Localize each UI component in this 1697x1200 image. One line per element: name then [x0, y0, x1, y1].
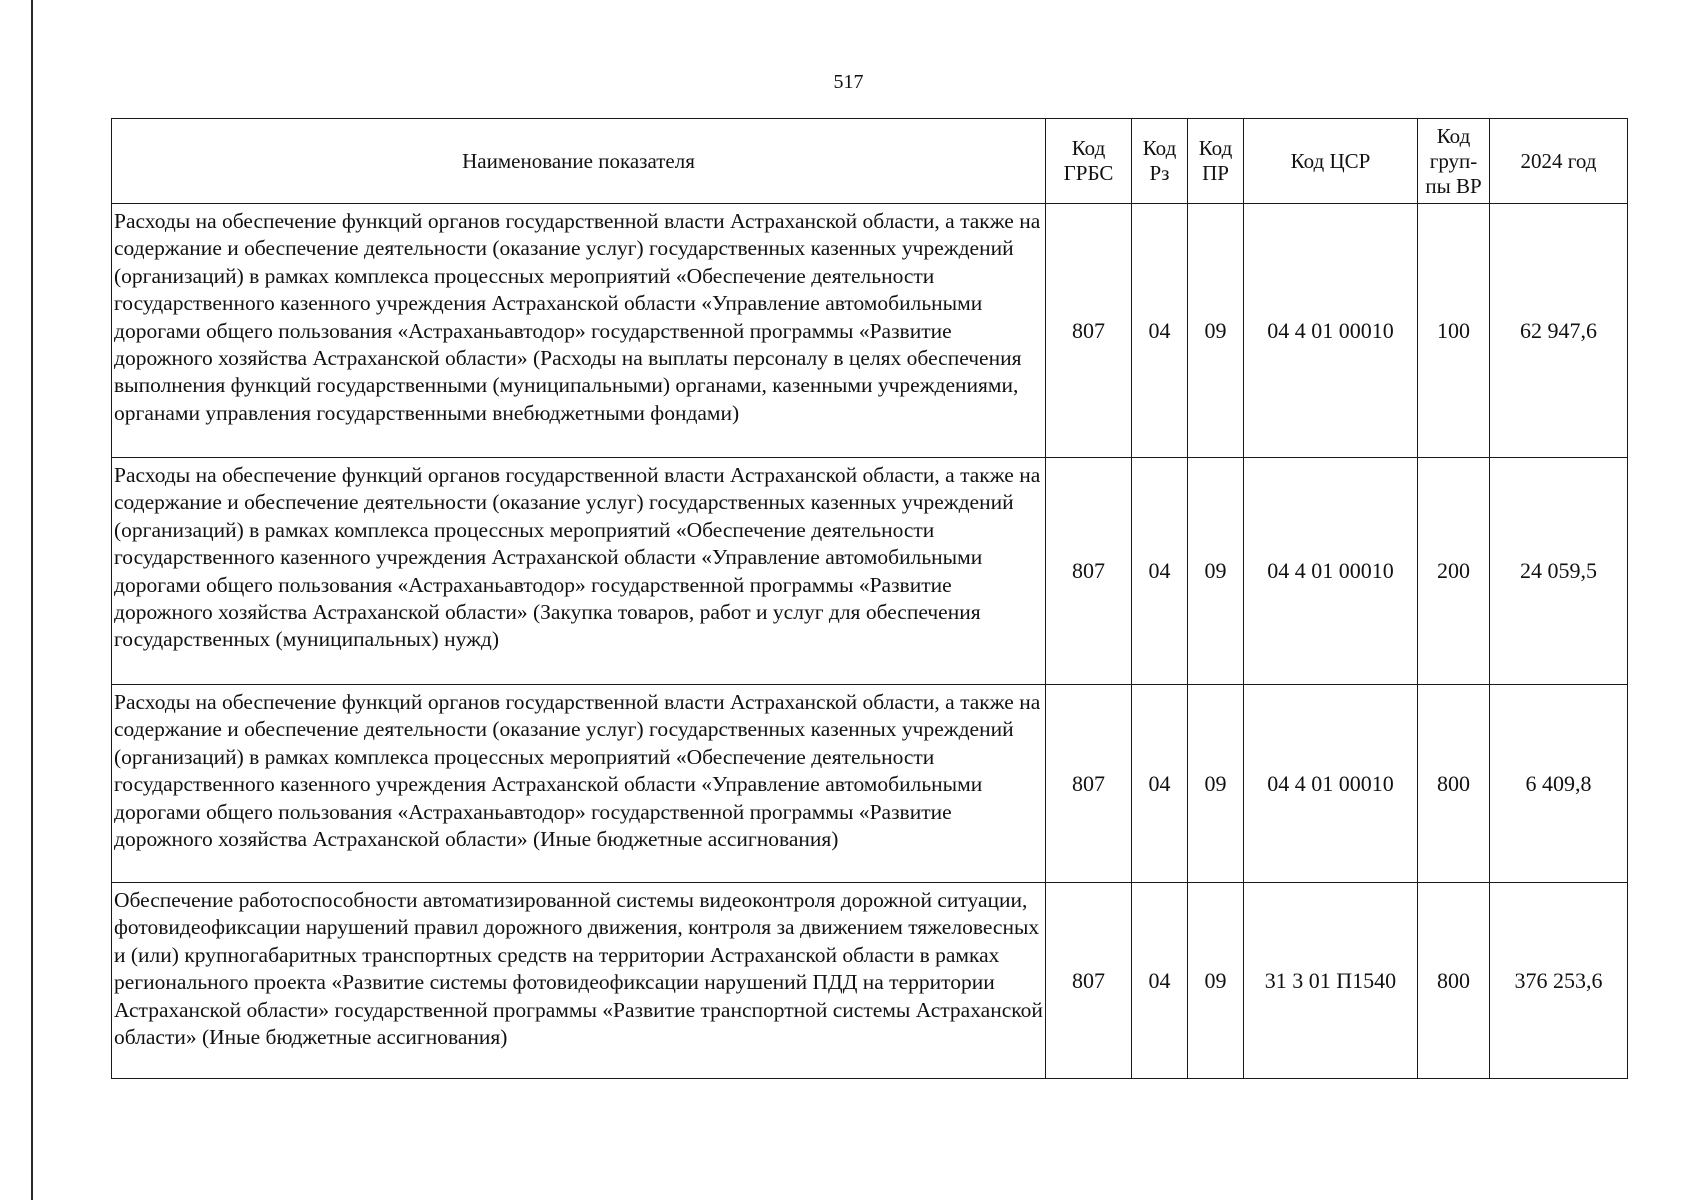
cell-amount: 62 947,6	[1490, 204, 1628, 458]
table-row	[112, 204, 1628, 458]
cell-vr: 800	[1418, 883, 1490, 1079]
cell-rz: 04	[1132, 204, 1188, 458]
cell-amount: 24 059,5	[1490, 458, 1628, 685]
header-name: Наименование показателя	[112, 119, 1046, 204]
table-row	[112, 685, 1628, 883]
table-row	[112, 458, 1628, 685]
cell-vr: 800	[1418, 685, 1490, 883]
header-vr: Код груп- пы ВР	[1418, 119, 1490, 204]
cell-rz: 04	[1132, 458, 1188, 685]
cell-vr: 200	[1418, 458, 1490, 685]
cell-grbs: 807	[1046, 883, 1132, 1079]
cell-rz: 04	[1132, 883, 1188, 1079]
cell-name: Обеспечение работоспособности автоматизированной системы видеоконтроля дорожной ситуации, фотовидеофиксации нарушений правил дорожного движения, контроля за движением тяжеловесных и (или) крупногабаритных транспортных средств на территории Астраханской области в рамках регионального проекта «Развитие системы фотовидеофиксации нарушений ПДД на территории Астраханской области» государственной программы «Развитие транспортной системы Астраханской области» (Иные бюджетные ассигнования)	[112, 883, 1046, 1079]
cell-vr: 100	[1418, 204, 1490, 458]
cell-amount: 376 253,6	[1490, 883, 1628, 1079]
cell-pr: 09	[1188, 883, 1244, 1079]
page-number: 517	[833, 71, 864, 93]
budget-table	[111, 118, 1628, 1079]
cell-csr: 31 3 01 П1540	[1244, 883, 1418, 1079]
header-csr: Код ЦСР	[1244, 119, 1418, 204]
header-rz: Код Рз	[1132, 119, 1188, 204]
cell-grbs: 807	[1046, 685, 1132, 883]
cell-name: Расходы на обеспечение функций органов государственной власти Астраханской области, а также на содержание и обеспечение деятельности (оказание услуг) государственных казенных учреждений (организаций) в рамках комплекса процессных мероприятий «Обеспечение деятельности государственного казенного учреждения Астраханской области «Управление автомобильными дорогами общего пользования «Астраханьавтодор» государственной программы «Развитие дорожного хозяйства Астраханской области» (Иные бюджетные ассигнования)	[112, 685, 1046, 883]
cell-amount: 6 409,8	[1490, 685, 1628, 883]
header-year: 2024 год	[1490, 119, 1628, 204]
cell-name: Расходы на обеспечение функций органов государственной власти Астраханской области, а также на содержание и обеспечение деятельности (оказание услуг) государственных казенных учреждений (организаций) в рамках комплекса процессных мероприятий «Обеспечение деятельности государственного казенного учреждения Астраханской области «Управление автомобильными дорогами общего пользования «Астраханьавтодор» государственной программы «Развитие дорожного хозяйства Астраханской области» (Расходы на выплаты персоналу в целях обеспечения выполнения функций государственными (муниципальными) органами, казенными учреждениями, органами управления государственными внебюджетными фондами)	[112, 204, 1046, 458]
cell-pr: 09	[1188, 204, 1244, 458]
cell-pr: 09	[1188, 685, 1244, 883]
header-pr: Код ПР	[1188, 119, 1244, 204]
cell-rz: 04	[1132, 685, 1188, 883]
cell-grbs: 807	[1046, 204, 1132, 458]
cell-name: Расходы на обеспечение функций органов государственной власти Астраханской области, а также на содержание и обеспечение деятельности (оказание услуг) государственных казенных учреждений (организаций) в рамках комплекса процессных мероприятий «Обеспечение деятельности государственного казенного учреждения Астраханской области «Управление автомобильными дорогами общего пользования «Астраханьавтодор» государственной программы «Развитие дорожного хозяйства Астраханской области» (Закупка товаров, работ и услуг для обеспечения государственных (муниципальных) нужд)	[112, 458, 1046, 685]
cell-csr: 04 4 01 00010	[1244, 458, 1418, 685]
cell-grbs: 807	[1046, 458, 1132, 685]
table-row	[112, 883, 1628, 1079]
header-grbs: Код ГРБС	[1046, 119, 1132, 204]
cell-csr: 04 4 01 00010	[1244, 685, 1418, 883]
table-header-row	[112, 119, 1628, 204]
page-binding-line	[31, 0, 33, 1200]
cell-pr: 09	[1188, 458, 1244, 685]
cell-csr: 04 4 01 00010	[1244, 204, 1418, 458]
